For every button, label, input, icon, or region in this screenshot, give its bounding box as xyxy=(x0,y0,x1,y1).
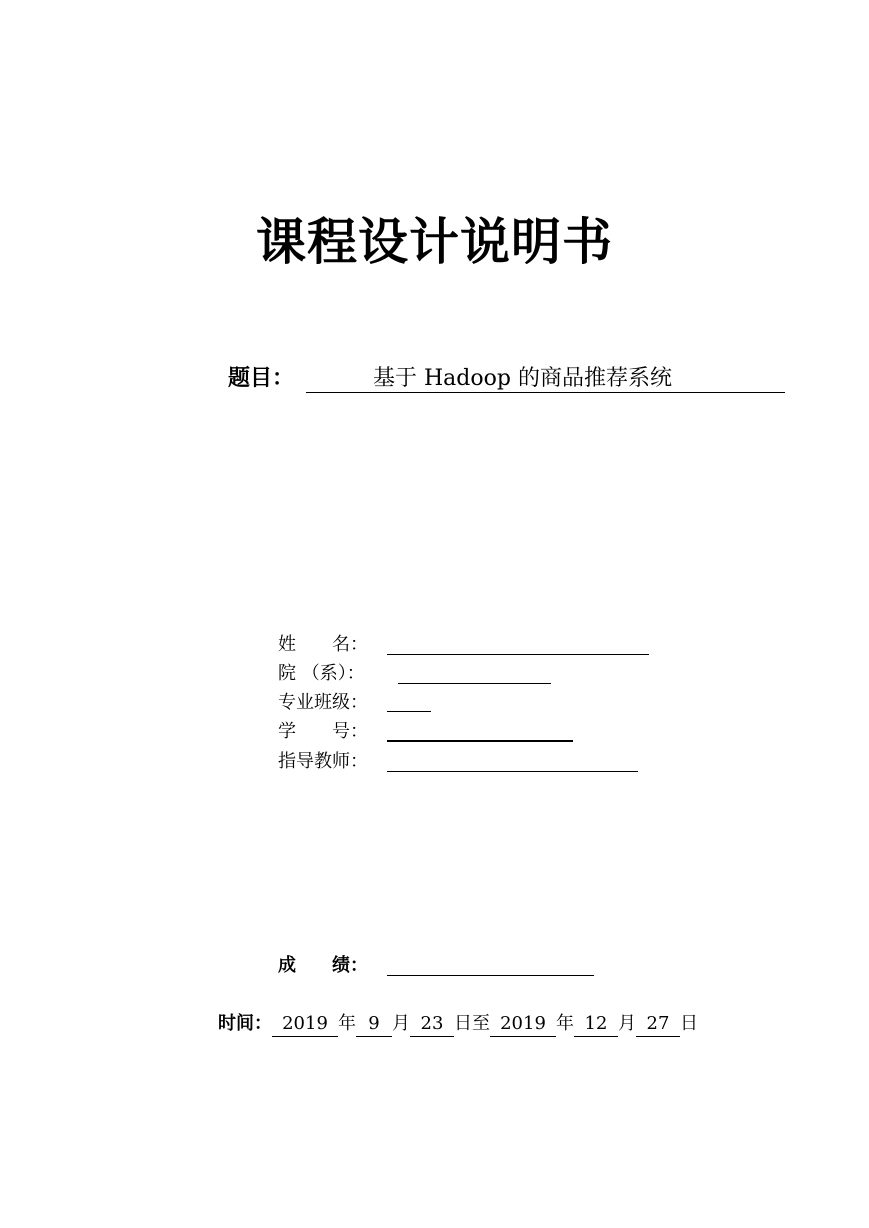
document-title: 课程设计说明书 xyxy=(256,213,613,271)
day-char: 日 xyxy=(680,1013,698,1034)
time-label: 时间： xyxy=(218,1013,272,1034)
topic-value: 基于 Hadoop 的商品推荐系统 xyxy=(373,366,672,391)
field-line-class xyxy=(387,711,431,712)
start-month: 9 xyxy=(356,1012,392,1037)
grade-label: 成 绩： xyxy=(278,955,368,976)
field-label-department: 院 （系）： xyxy=(278,663,365,684)
month-char-1: 月 xyxy=(392,1013,410,1034)
field-line-advisor xyxy=(387,771,638,772)
field-line-department xyxy=(398,683,551,684)
year-char-1: 年 xyxy=(338,1013,356,1034)
month-char-2: 月 xyxy=(618,1013,636,1034)
field-label-name: 姓 名： xyxy=(278,634,368,655)
start-year: 2019 xyxy=(272,1012,338,1037)
field-label-student-id: 学 号： xyxy=(278,721,368,742)
year-char-2: 年 xyxy=(556,1013,574,1034)
start-day: 23 xyxy=(410,1012,454,1037)
to-char: 日至 xyxy=(454,1013,490,1034)
field-line-student-id xyxy=(387,740,573,742)
grade-line xyxy=(387,975,594,976)
time-row xyxy=(218,1010,698,1038)
end-month: 12 xyxy=(574,1012,618,1037)
end-year: 2019 xyxy=(490,1012,556,1037)
field-label-class: 专业班级： xyxy=(278,692,368,713)
end-day: 27 xyxy=(636,1012,680,1037)
field-label-advisor: 指导教师： xyxy=(278,751,368,772)
topic-label: 题目： xyxy=(228,366,295,391)
field-line-name xyxy=(387,654,649,655)
